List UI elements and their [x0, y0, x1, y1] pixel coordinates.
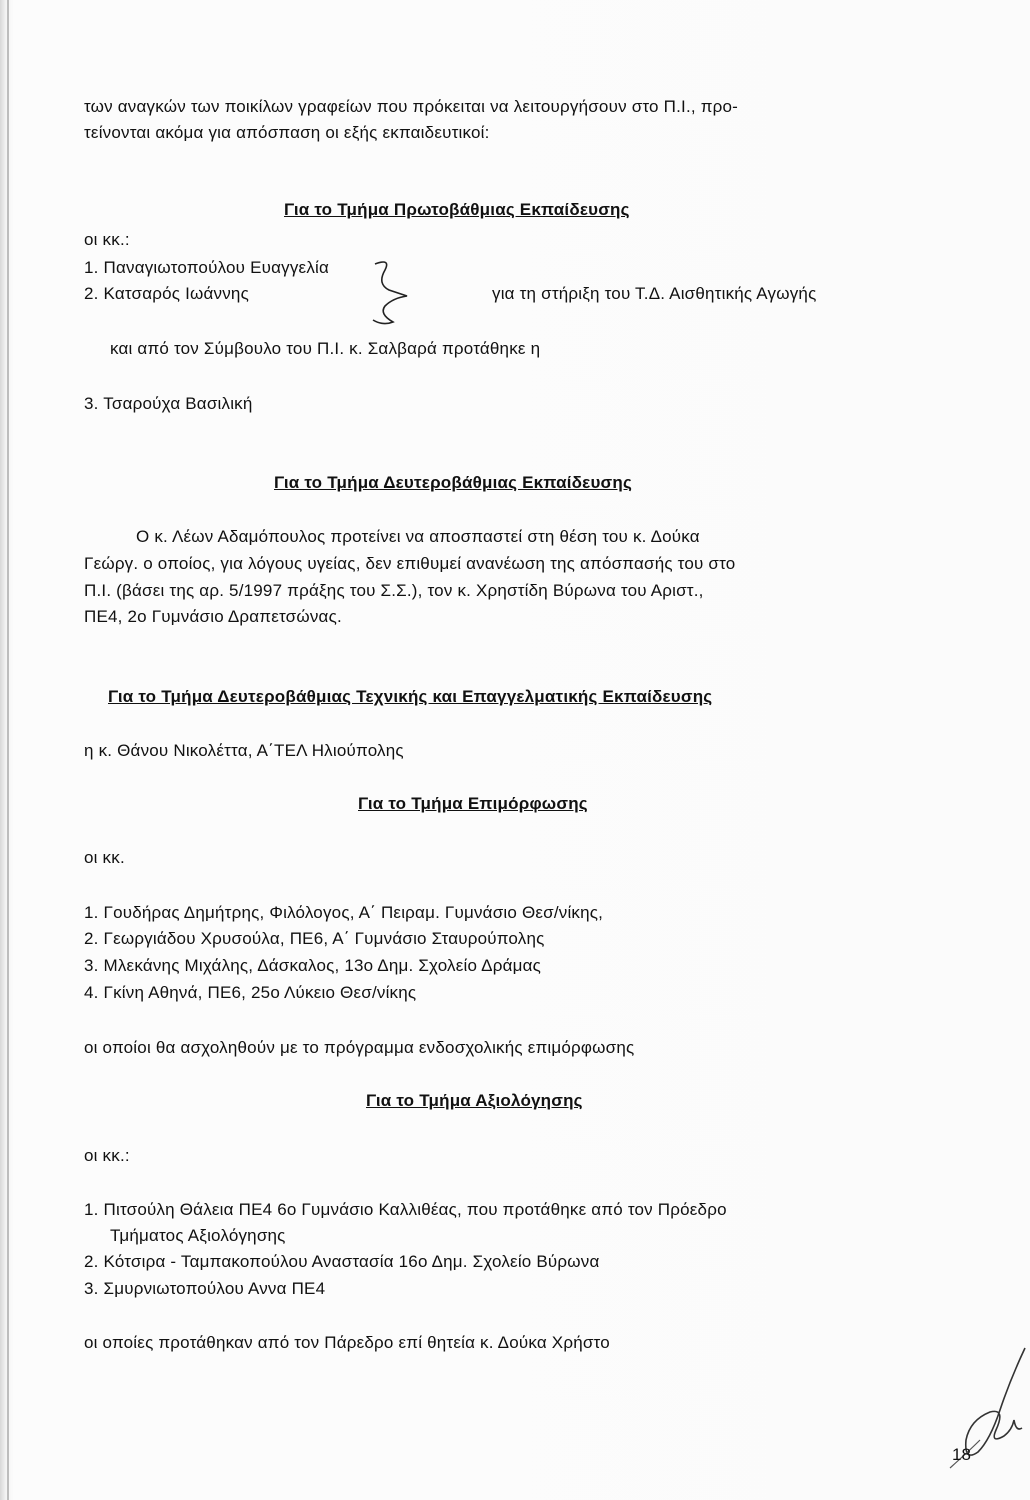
intro-line-1: των αναγκών των ποικίλων γραφείων που πρόκειται να λειτουργήσουν στο Π.Ι., προ- [84, 97, 739, 116]
brace-mark [248, 254, 308, 334]
evaluation-item-3: 3. Σμυρνιωτοπούλου Αννα ΠΕ4 [84, 1279, 326, 1298]
secondary-line-3: Π.Ι. (βάσει της αρ. 5/1997 πράξης του Σ.Σ.), τον κ. Χρηστίδη Βύρωνα του Αριστ., [84, 581, 704, 600]
evaluation-item-1a: 1. Πιτσούλη Θάλεια ΠΕ4 6ο Γυμνάσιο Καλλιθέας, που προτάθηκε από τον Πρόεδρο [84, 1200, 727, 1219]
brace-icon [355, 256, 415, 326]
primary-label: οι κκ.: [84, 230, 130, 249]
evaluation-item-1b: Τμήματος Αξιολόγησης [110, 1226, 286, 1245]
intro-line-2: τείνονται ακόμα για απόσπαση οι εξής εκπαιδευτικοί: [84, 123, 490, 142]
primary-item-3: 3. Τσαρούχα Βασιλική [84, 394, 253, 413]
training-item-4: 4. Γκίνη Αθηνά, ΠΕ6, 25ο Λύκειο Θεσ/νίκης [84, 983, 417, 1002]
secondary-line-2: Γεώργ. ο οποίος, για λόγους υγείας, δεν επιθυμεί ανανέωση της απόσπασής του στο [84, 554, 736, 573]
page-number: 18 [952, 1445, 971, 1464]
primary-item-1: 1. Παναγιωτοπούλου Ευαγγελία [84, 258, 330, 277]
signature-mark [930, 1340, 1030, 1470]
primary-heading: Για το Τμήμα Πρωτοβάθμιας Εκπαίδευσης [284, 200, 630, 219]
training-item-2: 2. Γεωργιάδου Χρυσούλα, ΠΕ6, Α΄ Γυμνάσιο Σταυρούπολης [84, 929, 545, 948]
evaluation-item-2: 2. Κότσιρα - Ταμπακοπούλου Αναστασία 16ο Δημ. Σχολείο Βύρωνα [84, 1252, 600, 1271]
primary-item-2: 2. Κατσαρός Ιωάννης [84, 284, 249, 303]
training-item-1: 1. Γουδήρας Δημήτρης, Φιλόλογος, Α΄ Πειραμ. Γυμνάσιο Θεσ/νίκης, [84, 903, 604, 922]
secondary-line-1: Ο κ. Λέων Αδαμόπουλος προτείνει να αποσπαστεί στη θέση του κ. Δούκα [136, 527, 700, 546]
technical-line-1: η κ. Θάνου Νικολέττα, Α΄ΤΕΛ Ηλιούπολης [84, 741, 404, 760]
training-item-3: 3. Μλεκάνης Μιχάλης, Δάσκαλος, 13ο Δημ. Σχολείο Δράμας [84, 956, 542, 975]
training-label: οι κκ. [84, 848, 125, 867]
evaluation-label: οι κκ.: [84, 1146, 130, 1165]
technical-heading: Για το Τμήμα Δευτεροβάθμιας Τεχνικής και Επαγγελματικής Εκπαίδευσης [108, 687, 713, 706]
secondary-line-4: ΠΕ4, 2ο Γυμνάσιο Δραπετσώνας. [84, 607, 342, 626]
primary-support: για τη στήριξη του Τ.Δ. Αισθητικής Αγωγής [492, 284, 817, 303]
evaluation-closing: οι οποίες προτάθηκαν από τον Πάρεδρο επί θητεία κ. Δούκα Χρήστο [84, 1333, 610, 1352]
training-closing: οι οποίοι θα ασχοληθούν με το πρόγραμμα ενδοσχολικής επιμόρφωσης [84, 1038, 635, 1057]
secondary-heading: Για το Τμήμα Δευτεροβάθμιας Εκπαίδευσης [274, 473, 632, 492]
primary-proposed: και από τον Σύμβουλο του Π.Ι. κ. Σαλβαρά προτάθηκε η [110, 339, 541, 358]
evaluation-heading: Για το Τμήμα Αξιολόγησης [366, 1091, 583, 1110]
scan-edge [7, 0, 9, 1500]
training-heading: Για το Τμήμα Επιμόρφωσης [358, 794, 588, 813]
